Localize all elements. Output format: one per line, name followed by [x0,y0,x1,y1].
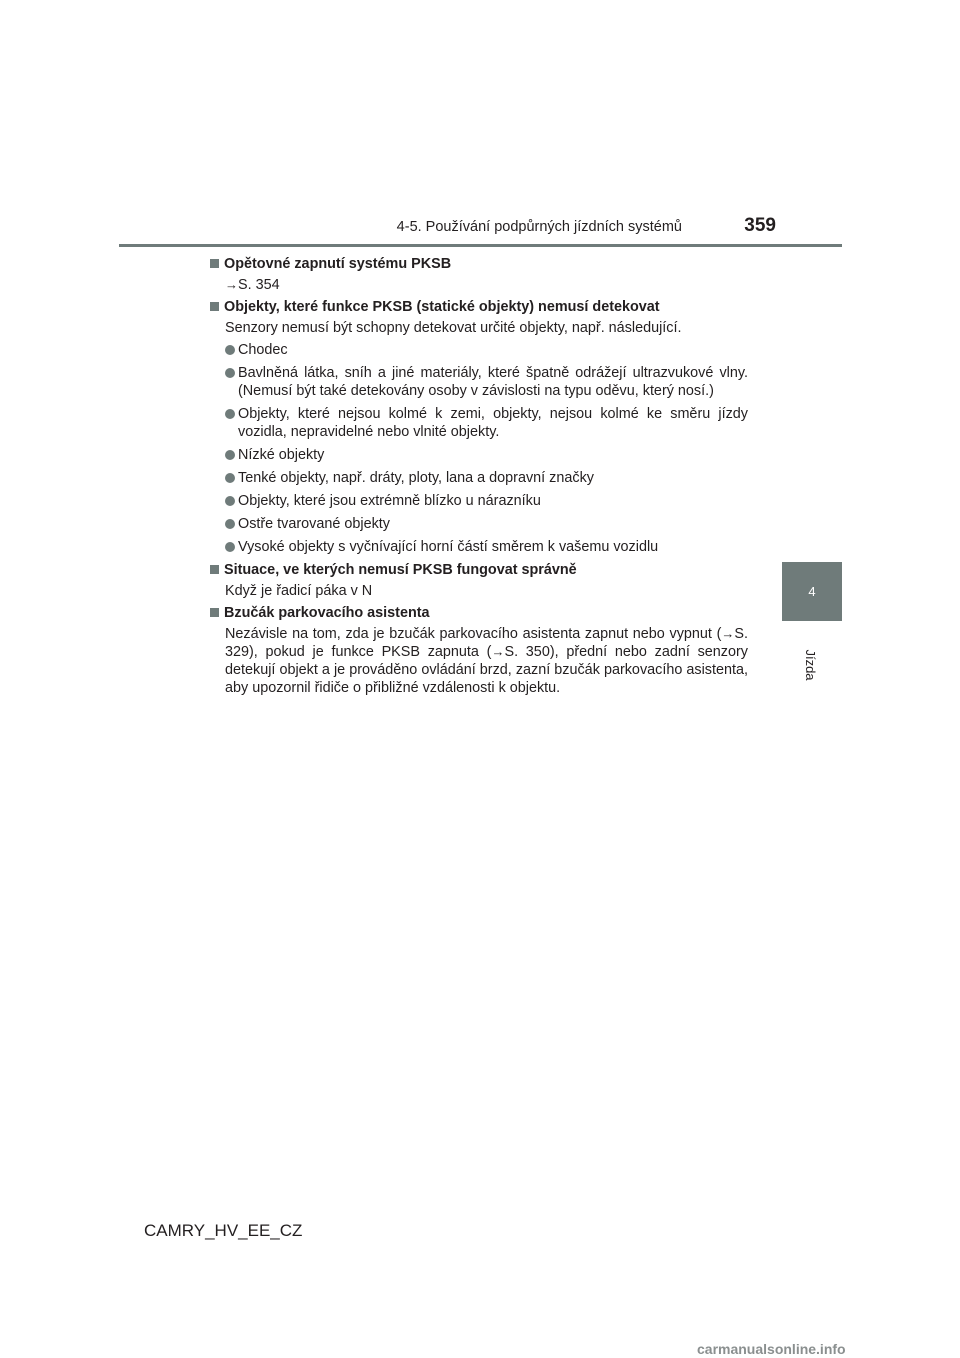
list-item: Tenké objekty, např. dráty, ploty, lana a dopravní značky [210,469,748,487]
section-text: Když je řadicí páka v N [225,583,373,599]
chapter-number: 4 [808,584,816,599]
heading-text: Situace, ve kterých nemusí PKSB fungovat správně [224,562,577,578]
reference-text: S. 354 [238,277,280,293]
section-heading [210,298,748,316]
page-reference [210,276,748,294]
page-reference: S. 329 [225,626,748,660]
round-bullet-icon [225,345,235,355]
round-bullet-icon [225,542,235,552]
page-reference: S. 350 [504,644,550,660]
round-bullet-icon [225,496,235,506]
list-item: Objekty, které jsou extrémně blízko u nárazníku [210,492,748,510]
section-restart-pksb [210,255,748,294]
right-arrow-icon: → [721,626,735,641]
running-header-section: 4-5. Používání podpůrných jízdních systémů [396,219,682,235]
round-bullet-icon [225,409,235,419]
list-item: Objekty, které nejsou kolmé k zemi, objekty, nejsou kolmé ke směru jízdy vozidla, nepravidelné nebo vlnité objekty. [210,405,748,441]
square-bullet-icon [210,608,219,617]
chapter-tab [782,562,842,621]
list-item: Ostře tvarované objekty [210,515,748,533]
heading-text: Bzučák parkovacího asistenta [224,605,430,621]
heading-text: Objekty, které funkce PKSB (statické objekty) nemusí detekovat [224,299,660,315]
round-bullet-icon [225,473,235,483]
page-number: 359 [744,215,776,236]
section-undetectable-objects [210,298,748,556]
chapter-label: Jízda [803,649,818,681]
round-bullet-icon [225,450,235,460]
square-bullet-icon [210,302,219,311]
round-bullet-icon [225,519,235,529]
square-bullet-icon [210,259,219,268]
page-content [210,252,748,701]
list-item: Chodec [210,341,748,359]
right-arrow-icon: → [491,644,505,659]
list-item: Vysoké objekty s vyčnívající horní částí směrem k vašemu vozidlu [210,538,748,556]
round-bullet-icon [225,368,235,378]
section-parking-buzzer [210,604,748,697]
list-item: Bavlněná látka, sníh a jiné materiály, které špatně odrážejí ultrazvukové vlny. (Nemusí být také detekovány osoby v závislosti na typu oděvu, který nosí.) [210,364,748,400]
document-code: CAMRY_HV_EE_CZ [144,1221,303,1240]
watermark: carmanualsonline.info [697,1341,846,1357]
right-arrow-icon: → [225,277,238,292]
section-heading [210,255,748,273]
section-intro: Senzory nemusí být schopny detekovat určité objekty, např. následující. [225,320,682,336]
list-item: Nízké objekty [210,446,748,464]
square-bullet-icon [210,565,219,574]
header-divider [119,244,842,247]
heading-text: Opětovné zapnutí systému PKSB [224,256,452,272]
section-heading [210,561,748,579]
section-malfunction-situations [210,561,748,600]
section-text: Nezávisle na tom, zda je bzučák parkovacího asistenta zapnut nebo vypnut (→S. 329), pokud je funkce PKSB zapnuta (→S. 350), přední nebo zadní senzory detekují objekt a je prováděno ovládání brzd, zazní bzučák parkovacího asistenta, aby upozornil řidiče o přibližné vzdálenosti k objektu. [225,626,748,696]
section-heading [210,604,748,622]
